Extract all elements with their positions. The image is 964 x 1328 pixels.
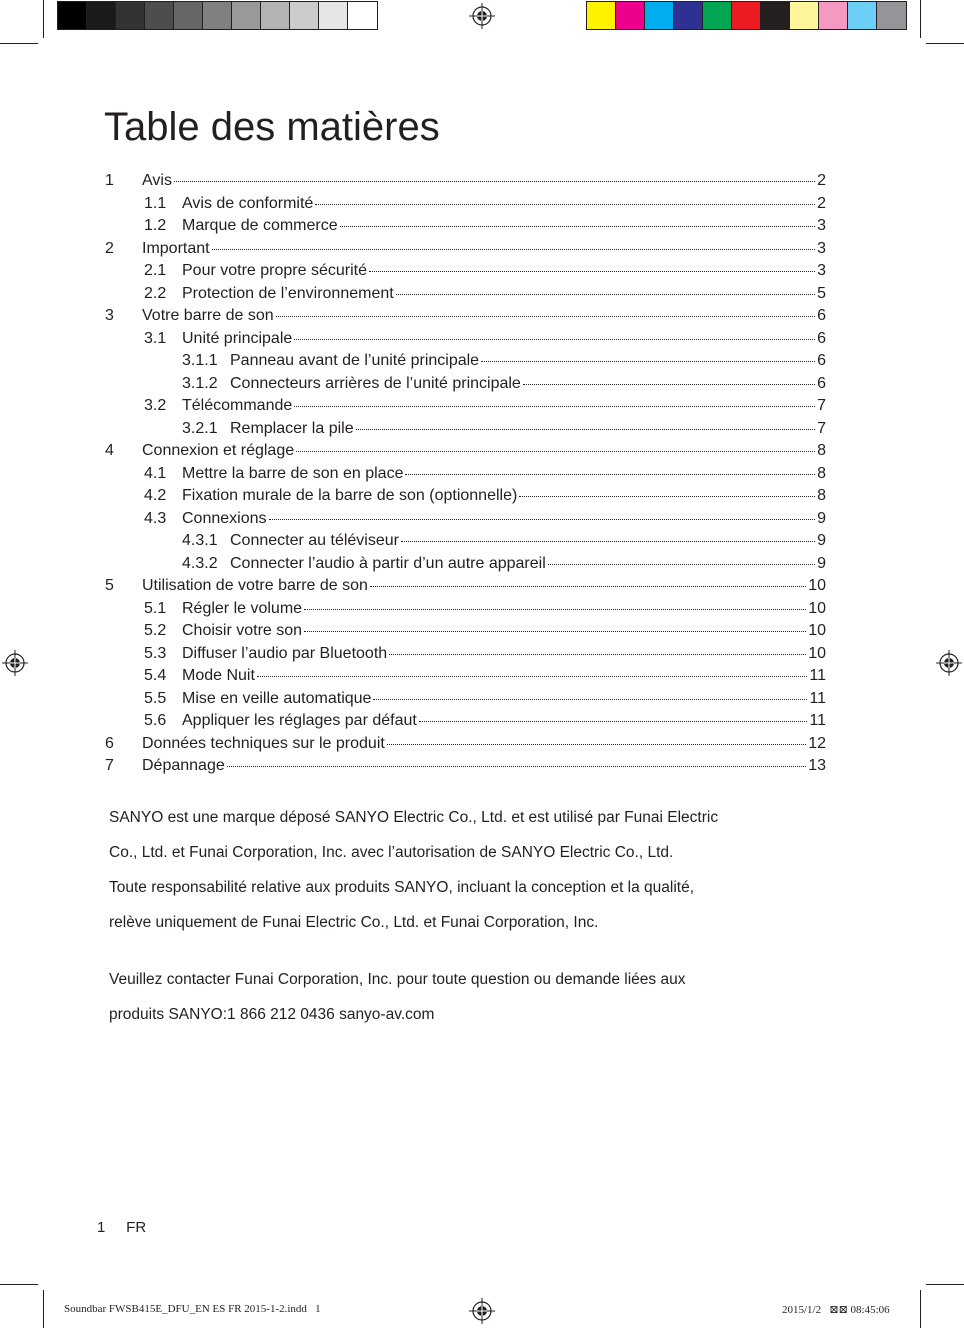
toc-entry-page: 9 xyxy=(817,532,826,549)
toc-entry-page: 12 xyxy=(808,734,826,752)
toc-entry-page: 2 xyxy=(817,172,826,189)
toc-dot-leader xyxy=(548,560,815,565)
color-swatch xyxy=(703,2,732,29)
toc-entry-title: Connexion et réglage xyxy=(142,442,295,459)
toc-entry[interactable] xyxy=(182,350,826,372)
toc-entry-number: 2.1 xyxy=(144,262,167,279)
toc-entry-page: 11 xyxy=(809,689,826,707)
toc-entry-number: 1 xyxy=(105,172,114,189)
notice-line: Co., Ltd. et Funai Corporation, Inc. avec l’autorisation de SANYO Electric Co., Ltd. xyxy=(109,844,674,861)
crop-mark-tr-h xyxy=(926,43,964,44)
toc-entry-page: 10 xyxy=(808,599,826,617)
toc-dot-leader xyxy=(276,312,815,317)
toc-entry-title: Mise en veille automatique xyxy=(182,689,372,707)
toc-entry[interactable] xyxy=(182,373,826,395)
toc-dot-leader xyxy=(373,695,807,700)
toc-entry-number: 4 xyxy=(105,442,114,459)
toc-entry-title: Appliquer les réglages par défaut xyxy=(182,712,417,729)
toc-entry[interactable] xyxy=(182,418,826,440)
color-swatch xyxy=(116,2,145,29)
toc-entry-number: 5.6 xyxy=(144,712,167,729)
toc-dot-leader xyxy=(304,605,806,610)
color-swatch xyxy=(232,2,261,29)
color-swatch xyxy=(587,2,616,29)
toc-entry-page: 6 xyxy=(817,352,826,369)
color-swatch xyxy=(261,2,290,29)
toc-entry[interactable] xyxy=(144,508,826,530)
toc-dot-leader xyxy=(315,200,815,205)
toc-entry-number: 3.2 xyxy=(144,397,167,414)
toc-entry-number: 5 xyxy=(105,577,114,594)
toc-entry-number: 2 xyxy=(105,239,114,257)
toc-entry[interactable] xyxy=(144,193,826,215)
toc-entry-number: 5.3 xyxy=(144,644,167,662)
color-swatch xyxy=(87,2,116,29)
toc-entry-number: 4.1 xyxy=(144,464,167,482)
color-swatch xyxy=(616,2,645,29)
toc-entry-number: 5.2 xyxy=(144,622,167,639)
registration-mark-left-icon xyxy=(2,650,28,676)
toc-entry-title: Marque de commerce xyxy=(182,217,338,234)
toc-entry-title: Avis xyxy=(142,172,172,189)
crop-mark-bl-h xyxy=(0,1284,38,1285)
toc-entry-title: Régler le volume xyxy=(182,599,303,617)
color-swatch xyxy=(319,2,348,29)
notice-line: Toute responsabilité relative aux produits SANYO, incluant la conception et la qualité, xyxy=(109,879,695,896)
registration-mark-top-icon xyxy=(469,3,495,29)
toc-entry-page: 8 xyxy=(817,442,826,459)
process-color-bar xyxy=(586,1,907,30)
toc-dot-leader xyxy=(174,177,815,182)
toc-entry[interactable] xyxy=(105,170,826,192)
toc-entry-number: 1.1 xyxy=(144,194,167,212)
toc-entry-page: 11 xyxy=(809,667,826,684)
toc-dot-leader xyxy=(523,380,815,385)
toc-dot-leader xyxy=(387,740,806,745)
toc-entry-title: Connexions xyxy=(182,509,267,527)
toc-dot-leader xyxy=(401,537,815,542)
toc-entry-title: Utilisation de votre barre de son xyxy=(142,577,368,594)
color-swatch xyxy=(203,2,232,29)
toc-entry-page: 8 xyxy=(817,464,826,482)
toc-dot-leader xyxy=(257,672,807,677)
toc-entry-number: 4.3.2 xyxy=(182,554,218,572)
crop-mark-tl-v xyxy=(43,0,44,38)
toc-entry[interactable] xyxy=(144,485,826,507)
toc-entry[interactable] xyxy=(182,553,826,575)
slug-timestamp: 2015/1/2 ⊠⊠ 08:45:06 xyxy=(782,1304,890,1316)
toc-entry-title: Connecter l’audio à partir d’un autre appareil xyxy=(230,554,546,572)
toc-entry-page: 10 xyxy=(808,644,826,662)
color-swatch xyxy=(145,2,174,29)
toc-entry[interactable] xyxy=(105,733,826,755)
toc-entry-title: Avis de conformité xyxy=(182,194,314,212)
toc-entry-number: 6 xyxy=(105,734,114,752)
toc-entry-page: 2 xyxy=(817,194,826,212)
toc-entry-number: 2.2 xyxy=(144,284,167,302)
toc-entry-page: 3 xyxy=(817,262,826,279)
toc-dot-leader xyxy=(370,582,806,587)
toc-entry-page: 5 xyxy=(817,284,826,302)
color-swatch xyxy=(819,2,848,29)
color-swatch xyxy=(732,2,761,29)
toc-entry-page: 7 xyxy=(817,397,826,414)
page-number-label: 1 FR xyxy=(97,1219,147,1236)
toc-dot-leader xyxy=(227,762,806,767)
color-swatch xyxy=(790,2,819,29)
toc-entry-title: Connecter au téléviseur xyxy=(230,532,399,549)
color-swatch xyxy=(674,2,703,29)
toc-entry-number: 5.1 xyxy=(144,599,167,617)
toc-dot-leader xyxy=(269,515,816,520)
toc-entry[interactable] xyxy=(105,305,826,327)
toc-entry[interactable] xyxy=(144,283,826,305)
toc-entry-number: 1.2 xyxy=(144,217,167,234)
toc-entry-title: Pour votre propre sécurité xyxy=(182,262,367,279)
page-title: Table des matières xyxy=(104,105,440,149)
toc-entry[interactable] xyxy=(144,328,826,350)
toc-entry-title: Important xyxy=(142,239,210,257)
toc-entry-title: Choisir votre son xyxy=(182,622,303,639)
toc-entry[interactable] xyxy=(105,440,826,462)
toc-entry-number: 4.3.1 xyxy=(182,532,218,549)
toc-entry[interactable] xyxy=(182,530,826,552)
contact-line: produits SANYO:1 866 212 0436 sanyo-av.com xyxy=(109,1006,435,1023)
toc-dot-leader xyxy=(405,470,815,475)
registration-mark-bottom-icon xyxy=(469,1298,495,1324)
toc-entry-title: Protection de l’environnement xyxy=(182,284,394,302)
toc-dot-leader xyxy=(304,627,806,632)
color-swatch xyxy=(848,2,877,29)
toc-entry-page: 10 xyxy=(808,577,826,594)
toc-dot-leader xyxy=(419,717,808,722)
toc-dot-leader xyxy=(369,267,815,272)
notice-line: relève uniquement de Funai Electric Co., Ltd. et Funai Corporation, Inc. xyxy=(109,914,599,931)
toc-entry-title: Unité principale xyxy=(182,329,293,347)
toc-entry-title: Votre barre de son xyxy=(142,307,274,324)
toc-entry-title: Dépannage xyxy=(142,757,225,774)
toc-entry[interactable] xyxy=(144,620,826,642)
toc-dot-leader xyxy=(340,222,815,227)
notice-line: SANYO est une marque déposé SANYO Electric Co., Ltd. et est utilisé par Funai Electric xyxy=(109,809,719,826)
toc-entry-page: 9 xyxy=(817,554,826,572)
toc-entry[interactable] xyxy=(144,643,826,665)
toc-entry-number: 4.3 xyxy=(144,509,167,527)
color-swatch xyxy=(645,2,674,29)
toc-dot-leader xyxy=(356,425,815,430)
crop-mark-bl-v xyxy=(43,1290,44,1328)
color-swatch xyxy=(174,2,203,29)
toc-entry[interactable] xyxy=(105,755,826,777)
crop-mark-br-h xyxy=(926,1284,964,1285)
toc-entry-page: 10 xyxy=(808,622,826,639)
toc-entry-number: 3.1.2 xyxy=(182,374,218,392)
toc-dot-leader xyxy=(396,290,815,295)
toc-entry[interactable] xyxy=(144,688,826,710)
toc-entry-page: 6 xyxy=(817,374,826,392)
toc-entry[interactable] xyxy=(144,463,826,485)
toc-entry-number: 3.2.1 xyxy=(182,419,218,437)
toc-entry-page: 3 xyxy=(817,217,826,234)
toc-dot-leader xyxy=(519,492,815,497)
toc-entry-title: Mode Nuit xyxy=(182,667,255,684)
crop-mark-tr-v xyxy=(920,0,921,38)
toc-dot-leader xyxy=(294,335,815,340)
color-swatch xyxy=(761,2,790,29)
toc-entry-page: 11 xyxy=(809,712,826,729)
gray-color-bar xyxy=(57,1,378,30)
registration-mark-right-icon xyxy=(936,650,962,676)
toc-dot-leader xyxy=(294,402,815,407)
toc-entry-number: 3.1 xyxy=(144,329,167,347)
toc-entry[interactable] xyxy=(144,395,826,417)
toc-dot-leader xyxy=(481,357,815,362)
color-swatch xyxy=(58,2,87,29)
toc-entry-number: 5.5 xyxy=(144,689,167,707)
toc-entry-number: 3 xyxy=(105,307,114,324)
toc-entry-page: 3 xyxy=(817,239,826,257)
toc-entry-page: 7 xyxy=(817,419,826,437)
toc-dot-leader xyxy=(389,650,806,655)
toc-entry-number: 7 xyxy=(105,757,114,774)
toc-entry-page: 6 xyxy=(817,307,826,324)
toc-entry-page: 6 xyxy=(817,329,826,347)
toc-entry-title: Mettre la barre de son en place xyxy=(182,464,404,482)
toc-entry-number: 5.4 xyxy=(144,667,167,684)
toc-entry[interactable] xyxy=(105,238,826,260)
toc-entry-title: Connecteurs arrières de l’unité principale xyxy=(230,374,521,392)
toc-entry[interactable] xyxy=(144,215,826,237)
toc-entry-page: 9 xyxy=(817,509,826,527)
toc-entry-title: Diffuser l’audio par Bluetooth xyxy=(182,644,388,662)
color-swatch xyxy=(877,2,906,29)
crop-mark-tl-h xyxy=(0,43,38,44)
toc-entry-title: Panneau avant de l’unité principale xyxy=(230,352,480,369)
toc-entry-title: Fixation murale de la barre de son (optionnelle) xyxy=(182,487,518,504)
toc-dot-leader xyxy=(212,245,816,250)
toc-entry[interactable] xyxy=(105,575,826,597)
toc-entry-title: Données techniques sur le produit xyxy=(142,734,385,752)
slug-filename: Soundbar FWSB415E_DFU_EN ES FR 2015-1-2.indd 1 xyxy=(64,1303,321,1315)
toc-entry-page: 13 xyxy=(808,757,826,774)
toc-entry-page: 8 xyxy=(817,487,826,504)
toc-entry-title: Remplacer la pile xyxy=(230,419,354,437)
contact-line: Veuillez contacter Funai Corporation, Inc. pour toute question ou demande liées aux xyxy=(109,971,686,988)
toc-dot-leader xyxy=(296,447,815,452)
color-swatch xyxy=(348,2,377,29)
toc-entry[interactable] xyxy=(144,710,826,732)
crop-mark-br-v xyxy=(920,1290,921,1328)
toc-entry[interactable] xyxy=(144,665,826,687)
toc-entry[interactable] xyxy=(144,260,826,282)
toc-entry[interactable] xyxy=(144,598,826,620)
toc-entry-title: Télécommande xyxy=(182,397,293,414)
color-swatch xyxy=(290,2,319,29)
toc-entry-number: 4.2 xyxy=(144,487,167,504)
trademark-notice xyxy=(109,800,769,1032)
toc-entry-number: 3.1.1 xyxy=(182,352,218,369)
